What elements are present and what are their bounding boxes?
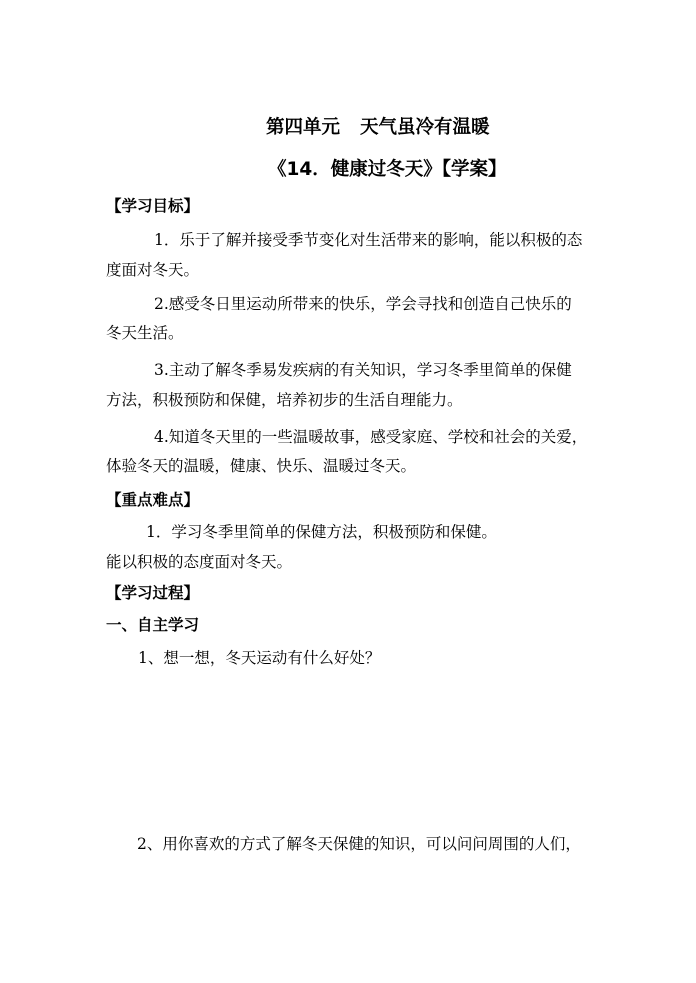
unit-title [266, 116, 490, 140]
key-points-heading: 【重点难点】 [106, 491, 200, 509]
objective-4-line-1: 4.知道冬天里的一些温暖故事，感受家庭、学校和社会的关爱， [154, 428, 588, 446]
objective-1-line-1: 1．乐于了解并接受季节变化对生活带来的影响，能以积极的态 [154, 231, 583, 249]
key-point-line-2: 能以积极的态度面对冬天。 [106, 553, 293, 571]
objective-3-line-2: 方法，积极预防和保健，培养初步的生活自理能力。 [106, 391, 463, 409]
question-2: 2、用你喜欢的方式了解冬天保健的知识，可以问问周围的人们， [137, 835, 581, 853]
key-point-line-1: 1．学习冬季里简单的保健方法，积极预防和保健。 [146, 523, 497, 541]
section-self-study: 一、自主学习 [106, 616, 200, 634]
unit-label: 第四单元 [266, 117, 341, 138]
objective-1-line-2: 度面对冬天。 [106, 261, 200, 279]
objectives-heading: 【学习目标】 [106, 197, 200, 215]
objective-4-line-2: 体验冬天的温暖，健康、快乐、温暖过冬天。 [106, 457, 417, 475]
question-1: 1、想一想，冬天运动有什么好处？ [138, 649, 381, 667]
objective-3-line-1: 3.主动了解冬季易发疾病的有关知识，学习冬季里简单的保健 [154, 361, 572, 379]
unit-theme: 天气虽冷有温暖 [360, 117, 490, 138]
objective-2-line-2: 冬天生活。 [106, 324, 184, 342]
objective-2-line-1: 2.感受冬日里运动所带来的快乐，学会寻找和创造自己快乐的 [154, 295, 572, 313]
lesson-title: 《14．健康过冬天》【学案】 [268, 159, 507, 180]
process-heading: 【学习过程】 [106, 584, 200, 602]
